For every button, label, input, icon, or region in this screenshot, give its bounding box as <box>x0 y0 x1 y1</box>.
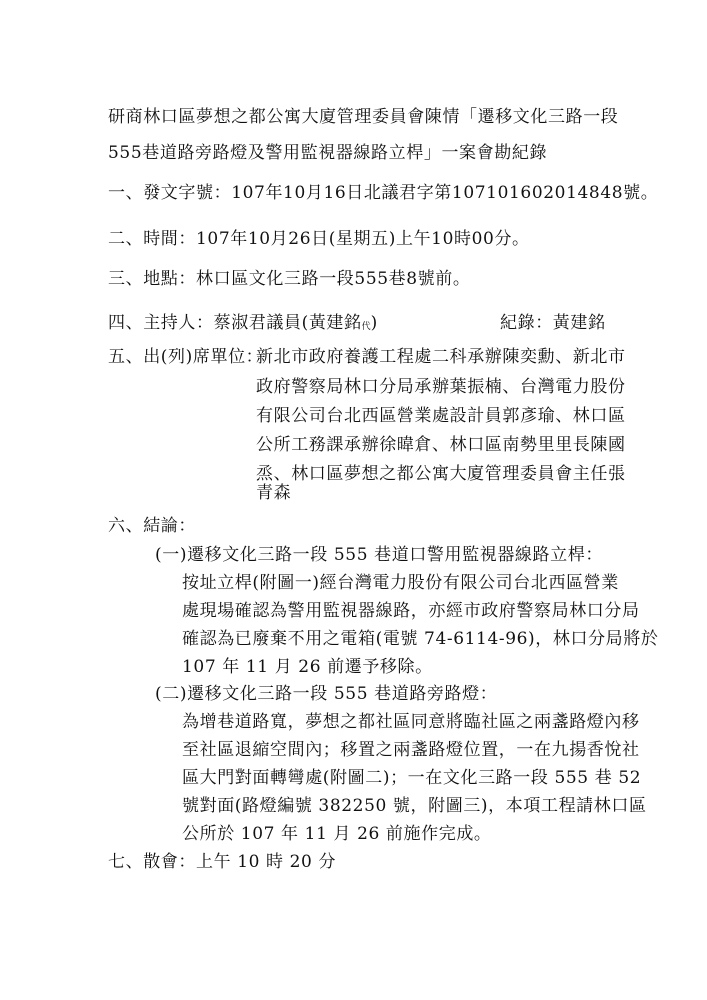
document-title-line-2: 555巷道路旁路燈及警用監視器線路立桿」一案會勘紀錄 <box>108 143 548 163</box>
conclusion-1-line-3: 確認為已廢棄不用之電箱(電號 74-6114-96)，林口分局將於 <box>182 629 659 649</box>
attendees-line-3: 有限公司台北西區營業處設計員郭彥瑜、林口區 <box>256 406 626 426</box>
conclusion-label: 六、結論： <box>108 516 196 536</box>
conclusion-2-line-4: 號對面(路燈編號 382250 號，附圖三)，本項工程請林口區 <box>182 796 647 816</box>
conclusion-1-line-4: 107 年 11 月 26 前遷予移除。 <box>182 657 433 677</box>
conclusion-2-line-1: 為增巷道路寬，夢想之都社區同意將臨社區之兩盞路燈內移 <box>182 712 640 732</box>
host-close: ) <box>370 313 378 333</box>
host-text: 四、主持人：蔡淑君議員(黃建銘 <box>108 313 362 333</box>
conclusion-1-line-1: 按址立桿(附圖一)經台灣電力股份有限公司台北西區營業 <box>182 573 619 593</box>
conclusion-1-line-2: 處現場確認為警用監視器線路，亦經市政府警察局林口分局 <box>182 601 640 621</box>
document-title-line-1: 研商林口區夢想之都公寓大廈管理委員會陳情「遷移文化三路一段 <box>108 107 619 127</box>
conclusion-2-line-5: 公所於 107 年 11 月 26 前施作完成。 <box>182 824 492 844</box>
conclusion-1-heading: (一)遷移文化三路一段 555 巷道口警用監視器線路立桿： <box>155 545 603 565</box>
item-meeting-time: 二、時間：107年10月26日(星期五)上午10時00分。 <box>108 229 530 249</box>
conclusion-2-line-2: 至社區退縮空間內；移置之兩盞路燈位置，一在九揚香悅社 <box>182 740 640 760</box>
conclusion-2-heading: (二)遷移文化三路一段 555 巷道路旁路燈： <box>155 684 498 704</box>
conclusion-2-line-3: 區大門對面轉彎處(附圖二)；一在文化三路一段 555 巷 52 <box>182 768 642 788</box>
attendees-line-6: 青森 <box>256 483 292 503</box>
host-proxy-mark: 代 <box>361 322 371 332</box>
item-document-number: 一、發文字號：107年10月16日北議君字第107101602014848號。 <box>108 183 659 203</box>
attendees-line-4: 公所工務課承辦徐暐倉、林口區南勢里里長陳國 <box>256 435 626 455</box>
attendees-line-5: 烝、林口區夢想之都公寓大廈管理委員會主任張 <box>256 464 626 484</box>
item-adjournment: 七、散會：上午 10 時 20 分 <box>108 852 337 872</box>
item-recorder: 紀錄：黃建銘 <box>500 313 606 333</box>
item-host <box>108 312 378 338</box>
attendees-line-2: 政府警察局林口分局承辦葉振楠、台灣電力股份 <box>256 377 626 397</box>
attendees-label: 五、出(列)席單位： <box>108 347 264 367</box>
item-meeting-location: 三、地點：林口區文化三路一段555巷8號前。 <box>108 269 471 289</box>
attendees-line-1: 新北市政府養護工程處二科承辦陳奕勳、新北市 <box>256 347 626 367</box>
